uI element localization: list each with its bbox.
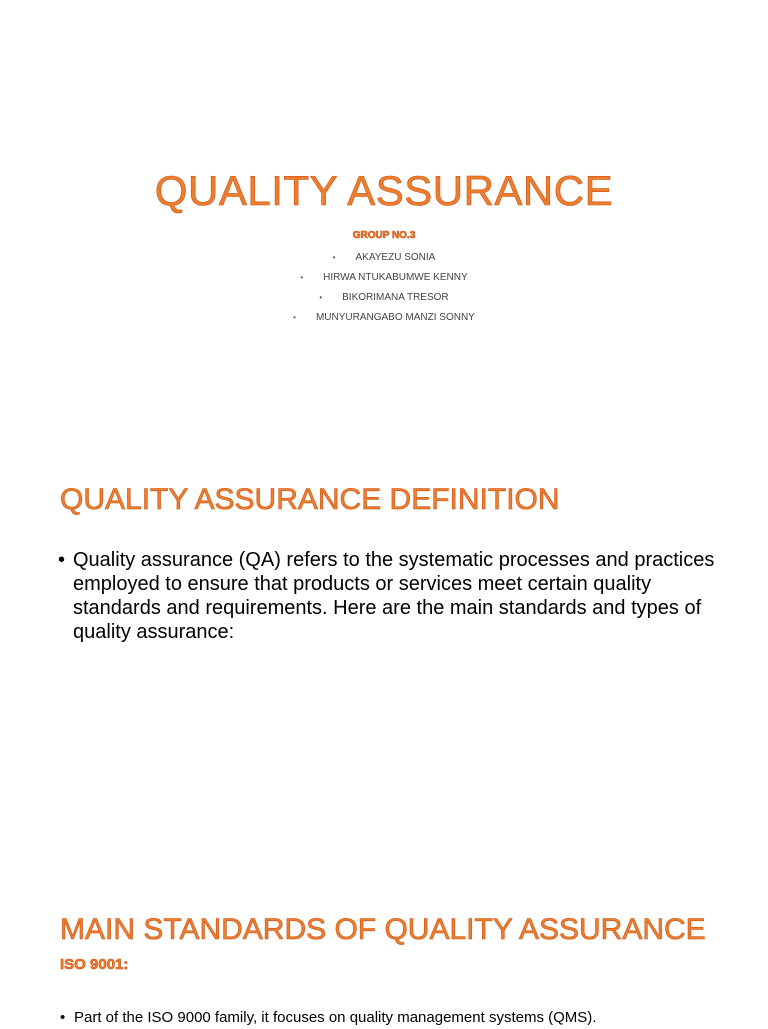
member-name: MUNYURANGABO MANZI SONNY	[315, 312, 475, 323]
slide-heading: MAIN STANDARDS OF QUALITY ASSURANCE	[60, 913, 706, 946]
member-name: AKAYEZU SONIA	[355, 252, 436, 263]
member-item	[0, 248, 768, 268]
presentation-title: QUALITY ASSURANCE	[154, 167, 614, 214]
definition-text: Quality assurance (QA) refers to the systematic processes and practices employed to ensure that products or services meet certain quality standards and requirements. Here are the main standards and types of quality assurance:	[73, 549, 715, 643]
bullet-glyph: •	[293, 313, 296, 322]
standard-bullet	[60, 1007, 750, 1029]
standards-slide	[0, 864, 768, 1024]
member-item	[0, 268, 768, 288]
bullet-glyph: •	[300, 273, 304, 282]
member-item	[0, 308, 768, 328]
title-slide	[0, 0, 768, 432]
standard-description: Part of the ISO 9000 family, it focuses on quality management systems (QMS).	[74, 1009, 597, 1026]
bullet-glyph: •	[332, 253, 336, 262]
bullet-glyph: •	[58, 549, 66, 571]
definition-slide	[0, 432, 768, 864]
member-name: BIKORIMANA TRESOR	[342, 292, 449, 303]
member-name: HIRWA NTUKABUMWE KENNY	[323, 272, 468, 283]
bullet-glyph: •	[319, 293, 323, 302]
slide-heading: QUALITY ASSURANCE DEFINITION	[60, 483, 560, 516]
group-label: GROUP NO.3	[352, 230, 416, 241]
definition-bullet	[58, 548, 718, 644]
member-item	[0, 288, 768, 308]
member-list	[0, 248, 768, 328]
standard-name: ISO 9001:	[60, 956, 129, 973]
bullet-glyph: •	[60, 1009, 66, 1026]
